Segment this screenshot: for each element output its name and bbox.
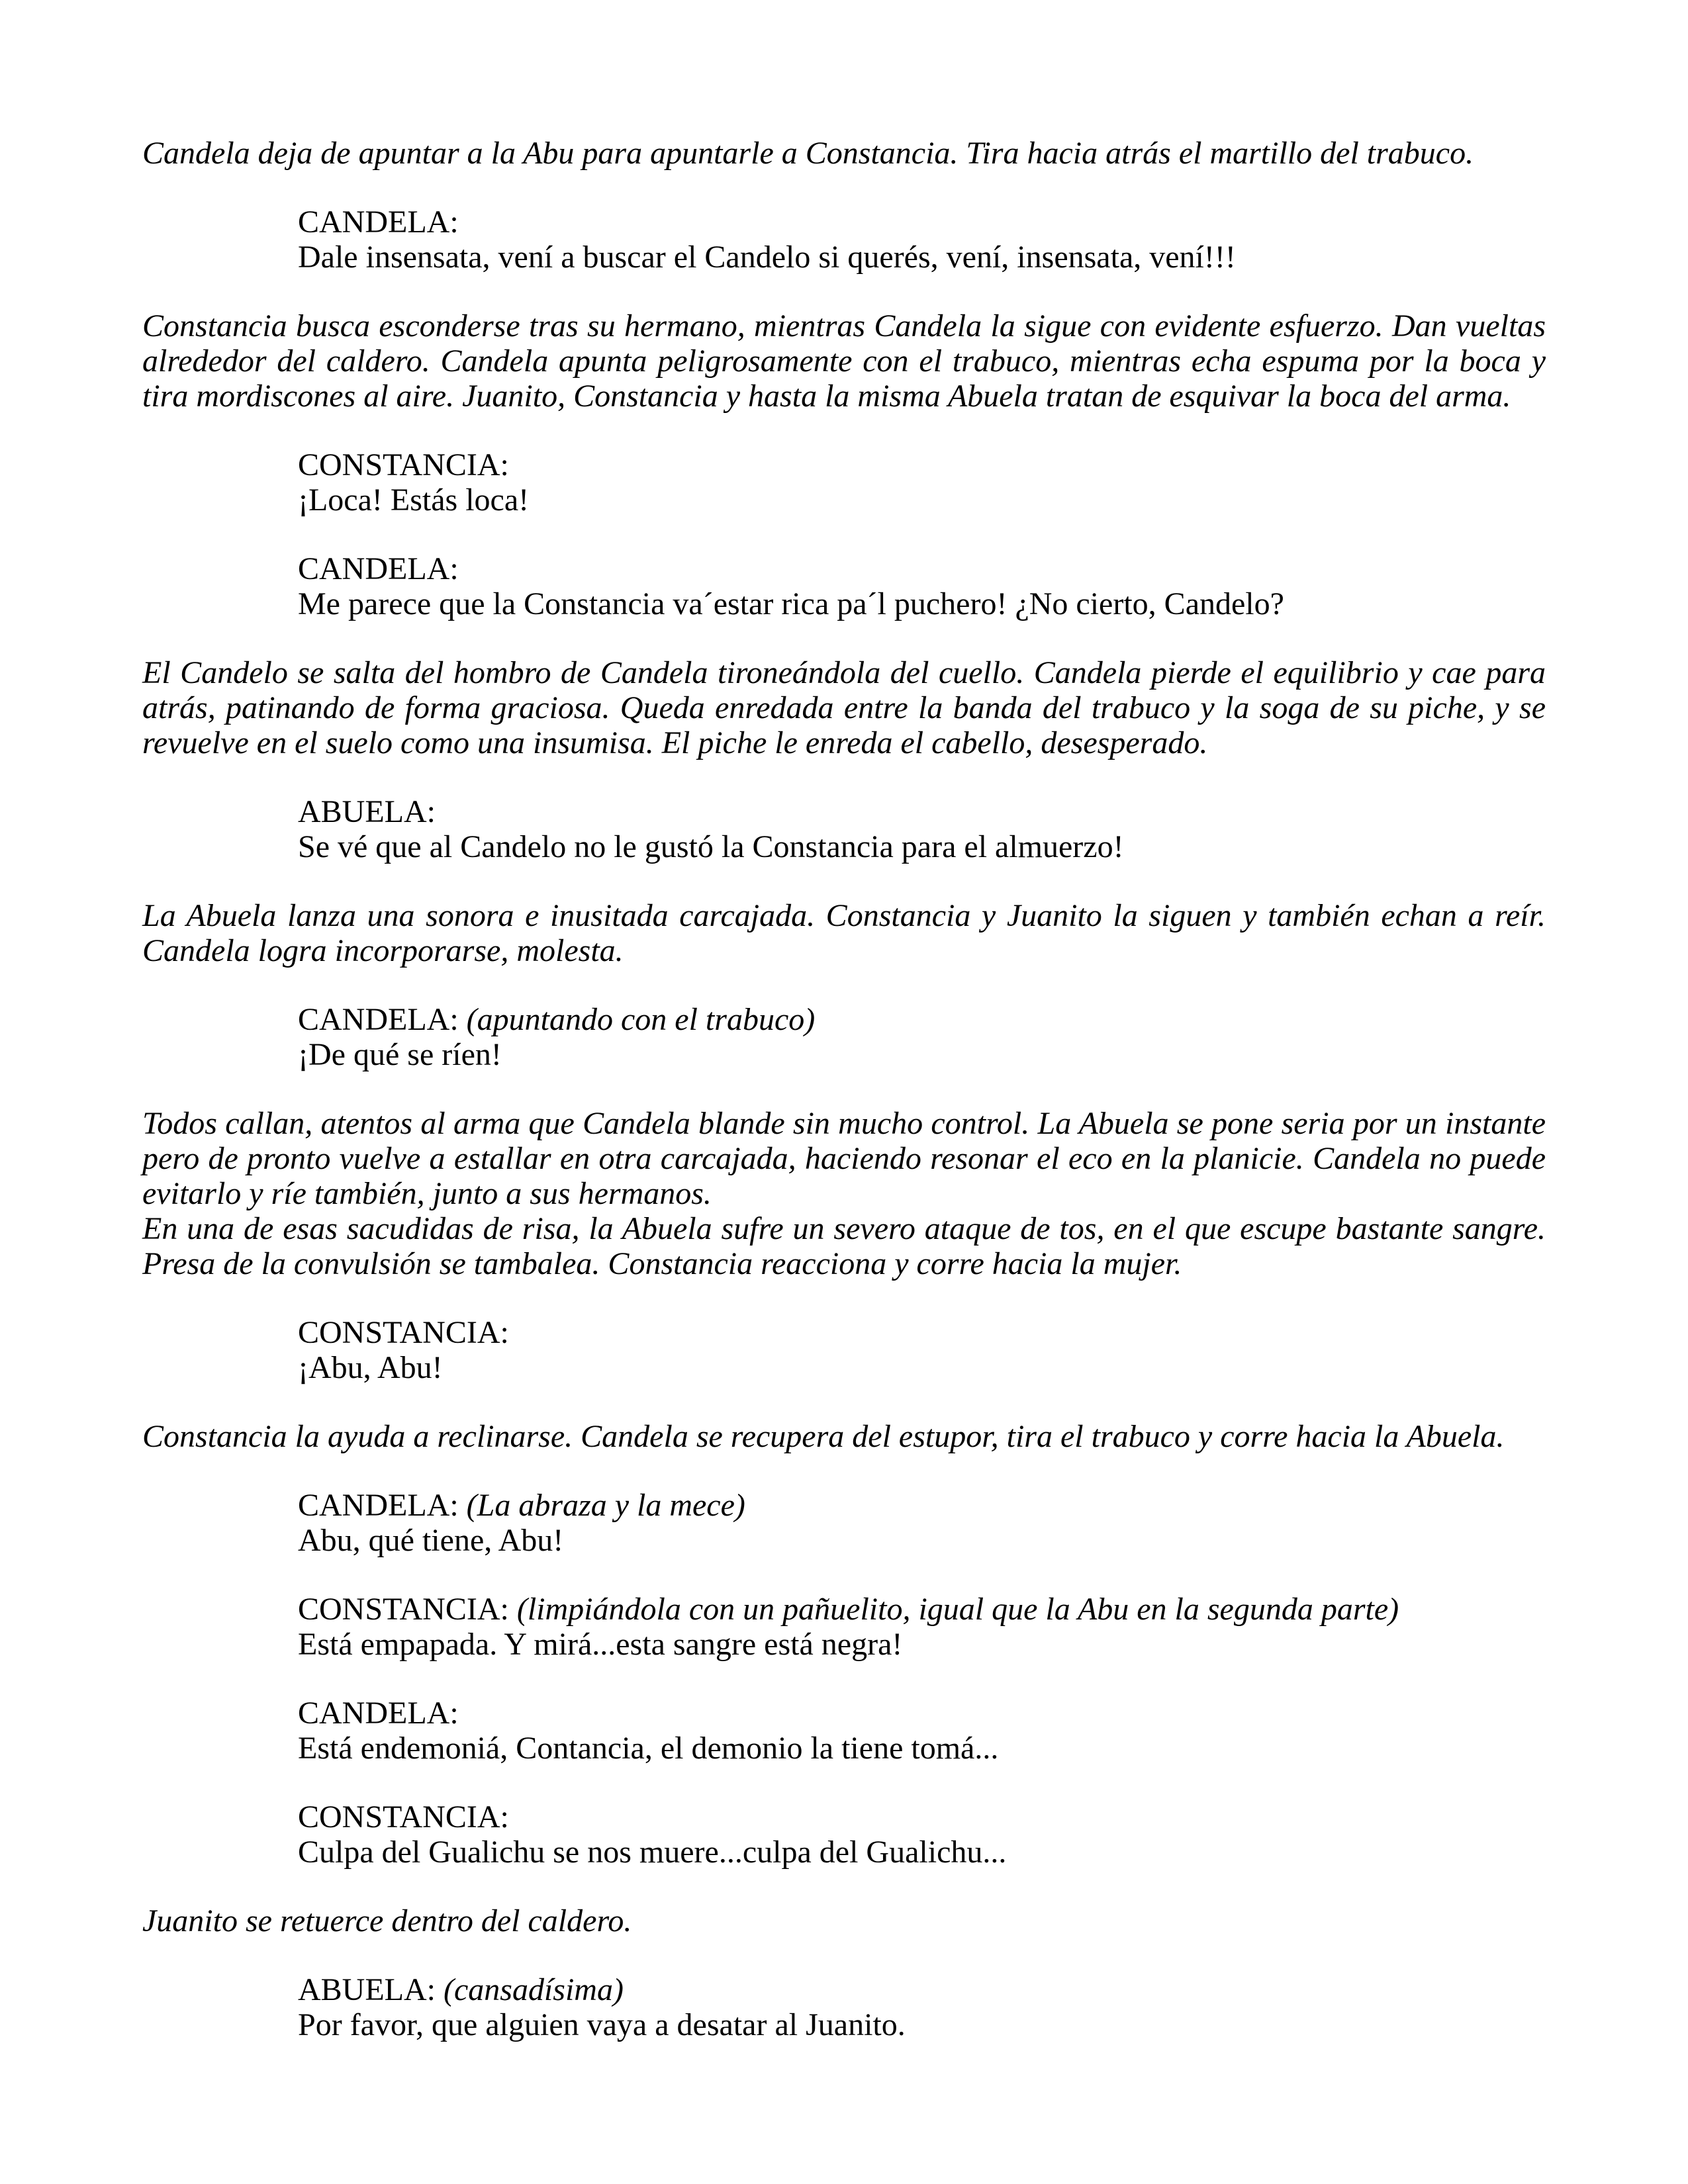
speaker-name: CANDELA: — [298, 205, 459, 240]
dialogue-block — [298, 1002, 1546, 1072]
speaker-line — [298, 447, 1546, 482]
dialogue-line: Está endemoniá, Contancia, el demonio la tiene tomá... — [298, 1731, 999, 1766]
stage-direction — [142, 898, 1546, 968]
stage-direction-paragraph: Juanito se retuerce dentro del caldero. — [142, 1903, 632, 1938]
speaker-name: CANDELA: — [298, 1696, 459, 1731]
dialogue-line: Dale insensata, vení a buscar el Candelo si querés, vení, insensata, vení!!! — [298, 240, 1236, 275]
parenthetical: (apuntando con el trabuco) — [466, 1002, 816, 1037]
stage-direction-paragraph: Todos callan, atentos al arma que Candela blande sin mucho control. La Abuela se pone seria por un instante pero de pronto vuelve a estallar en otra carcajada, haciendo resonar el eco en la planicie. Candela no puede evitarlo y ríe también, junto a sus hermanos. — [142, 1106, 1546, 1211]
dialogue-block — [298, 1972, 1546, 2042]
speaker-line — [298, 1002, 1546, 1037]
stage-direction-paragraph: Constancia la ayuda a reclinarse. Candela se recupera del estupor, tira el trabuco y corre hacia la Abuela. — [142, 1419, 1505, 1454]
speaker-name: CANDELA: — [298, 1488, 459, 1523]
speaker-line — [298, 1315, 1546, 1350]
dialogue-block — [298, 1488, 1546, 1558]
dialogue-line: Está empapada. Y mirá...esta sangre está negra! — [298, 1627, 903, 1662]
stage-direction — [142, 655, 1546, 760]
stage-direction — [142, 1106, 1546, 1281]
speaker-name: CANDELA: — [298, 1002, 459, 1037]
speaker-name: CONSTANCIA: — [298, 1315, 509, 1350]
dialogue-line: ¡Abu, Abu! — [298, 1350, 443, 1385]
dialogue-line: Abu, qué tiene, Abu! — [298, 1523, 564, 1558]
stage-direction-paragraph: La Abuela lanza una sonora e inusitada carcajada. Constancia y Juanito la siguen y también echan a reír. Candela logra incorporarse, molesta. — [142, 898, 1546, 968]
stage-direction-paragraph: En una de esas sacudidas de risa, la Abuela sufre un severo ataque de tos, en el que escupe bastante sangre. Presa de la convulsión se tambalea. Constancia reacciona y corre hacia la mujer. — [142, 1211, 1546, 1281]
dialogue-line: Por favor, que alguien vaya a desatar al Juanito. — [298, 2007, 906, 2042]
stage-direction-paragraph: Constancia busca esconderse tras su hermano, mientras Candela la sigue con evidente esfuerzo. Dan vueltas alrededor del caldero. Candela apunta peligrosamente con el trabuco, mientras echa espuma por la boca y tira mordiscones al aire. Juanito, Constancia y hasta la misma Abuela tratan de esquivar la boca del arma. — [142, 308, 1546, 414]
dialogue-block — [298, 1696, 1546, 1766]
stage-direction — [142, 1903, 1546, 1938]
speaker-line — [298, 551, 1546, 586]
speaker-line — [298, 1972, 1546, 2007]
dialogue-block — [298, 1799, 1546, 1870]
dialogue-block — [298, 1592, 1546, 1662]
speaker-name: CONSTANCIA: — [298, 447, 509, 482]
dialogue-block — [298, 447, 1546, 518]
speaker-line — [298, 205, 1546, 240]
dialogue-block — [298, 551, 1546, 621]
dialogue-line: Culpa del Gualichu se nos muere...culpa del Gualichu... — [298, 1835, 1007, 1870]
stage-direction-paragraph: Candela deja de apuntar a la Abu para apuntarle a Constancia. Tira hacia atrás el martillo del trabuco. — [142, 136, 1474, 171]
dialogue-line: Me parece que la Constancia va´estar rica pa´l puchero! ¿No cierto, Candelo? — [298, 586, 1284, 621]
dialogue-block — [298, 794, 1546, 864]
speaker-line — [298, 1799, 1546, 1835]
stage-direction-paragraph: El Candelo se salta del hombro de Candela tironeándola del cuello. Candela pierde el equilibrio y cae para atrás, patinando de forma graciosa. Queda enredada entre la banda del trabuco y la soga de su piche, y se revuelve en el suelo como una insumisa. El piche le enreda el cabello, desesperado. — [142, 655, 1546, 760]
parenthetical: (limpiándola con un pañuelito, igual que la Abu en la segunda parte) — [516, 1592, 1399, 1627]
stage-direction — [142, 308, 1546, 414]
parenthetical: (La abraza y la mece) — [466, 1488, 745, 1523]
speaker-name: ABUELA: — [298, 1972, 436, 2007]
speaker-name: CONSTANCIA: — [298, 1592, 509, 1627]
speaker-name: CANDELA: — [298, 551, 459, 586]
speaker-line — [298, 1488, 1546, 1523]
script-content — [142, 136, 1546, 2042]
speaker-name: CONSTANCIA: — [298, 1799, 509, 1835]
speaker-name: ABUELA: — [298, 794, 436, 829]
parenthetical: (cansadísima) — [443, 1972, 624, 2007]
dialogue-line: ¡De qué se ríen! — [298, 1037, 502, 1072]
speaker-line — [298, 794, 1546, 829]
dialogue-block — [298, 1315, 1546, 1385]
speaker-line — [298, 1696, 1546, 1731]
dialogue-block — [298, 205, 1546, 275]
stage-direction — [142, 136, 1546, 171]
dialogue-line: ¡Loca! Estás loca! — [298, 482, 530, 518]
dialogue-line: Se vé que al Candelo no le gustó la Constancia para el almuerzo! — [298, 829, 1124, 864]
speaker-line — [298, 1592, 1546, 1627]
stage-direction — [142, 1419, 1546, 1454]
